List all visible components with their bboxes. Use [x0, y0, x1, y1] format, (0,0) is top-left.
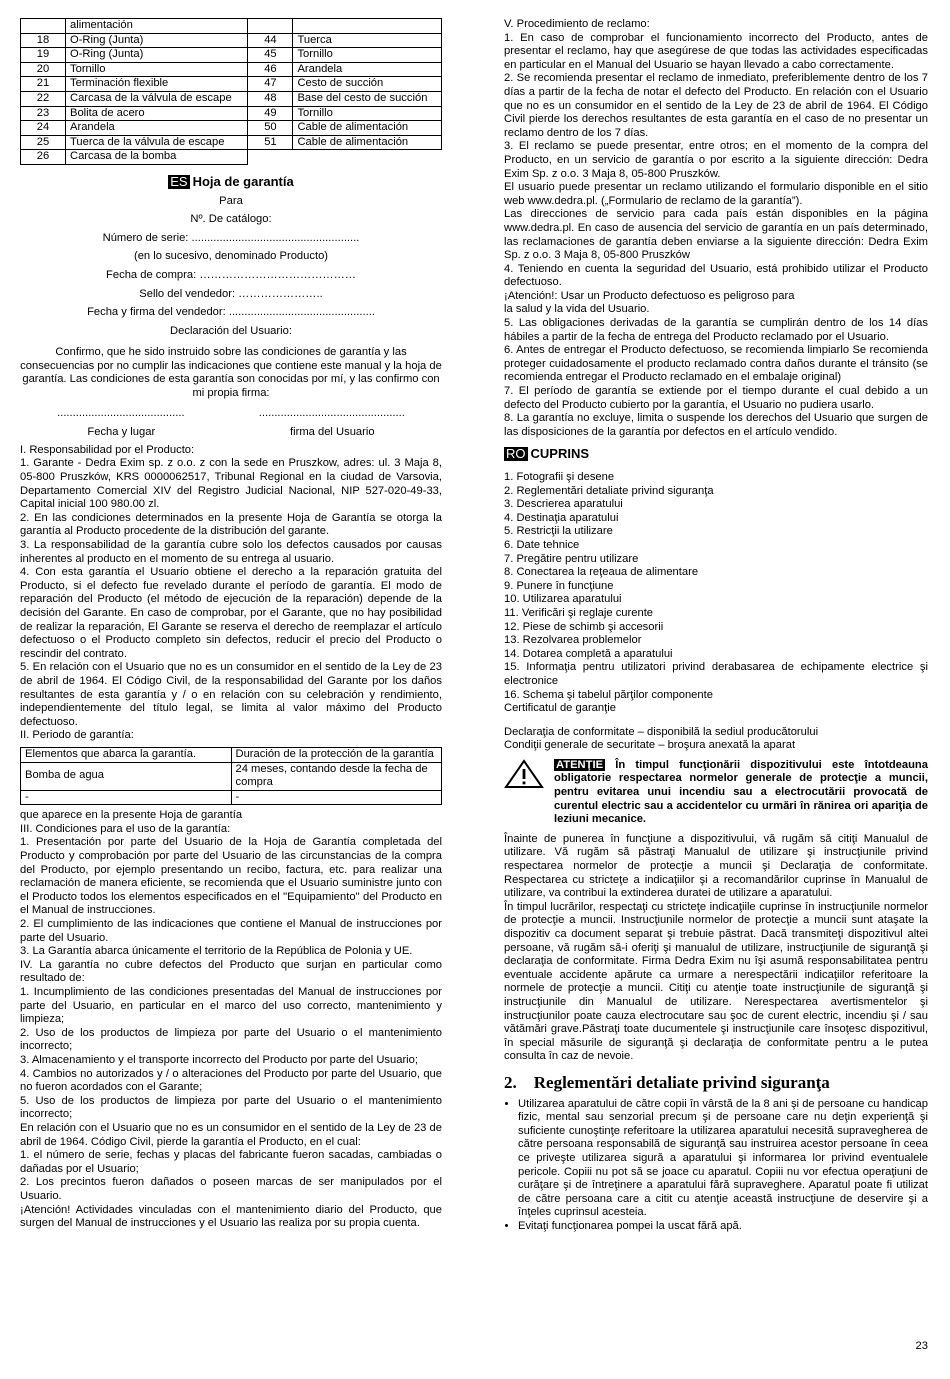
part-name: O-Ring (Junta)	[66, 33, 248, 48]
ro-contents-title: CUPRINS	[530, 446, 590, 462]
warranty-table-row	[21, 762, 442, 790]
part-name	[293, 19, 442, 34]
es-warranty-heading	[20, 175, 442, 189]
paragraph: 1. En caso de comprobar el funcionamiento incorrecto del Producto, antes de presentar el reclamo, hay que asegúrese de que todas las actividades especificadas en particular en el Manual del Usuario se hayan llevado a cabo correctamente.	[504, 31, 928, 71]
part-number: 22	[21, 91, 66, 106]
part-number: 20	[21, 62, 66, 77]
serial-number-field: Número de serie: ......................................................	[102, 231, 360, 244]
ro-declaration-conformity: Declaraţia de conformitate – disponibilă la sediul producătorului	[504, 725, 819, 738]
warranty-table-row	[21, 747, 442, 762]
parts-table-row	[21, 91, 442, 106]
parts-table-row	[21, 135, 442, 150]
es-warranty-title: Hoja de garantía	[192, 173, 294, 189]
ro-contents-heading	[504, 447, 928, 461]
paragraph: 2. El cumplimiento de las indicaciones que contiene el Manual de instrucciones por parte del Usuario.	[20, 918, 442, 944]
product-note: (en lo sucesivo, denominado Producto)	[133, 250, 329, 263]
paragraph: 2. Los precintos fueron dañados o poseen marcas de ser manipulados por el Usuario.	[20, 1176, 442, 1202]
es-warranty-paragraphs-a	[20, 444, 442, 743]
part-name: Bolita de acero	[66, 106, 248, 121]
paragraph: În timpul lucrărilor, respectaţi cu stricteţe indicaţiile cuprinse în instrucţiunile normelor de protecţie a muncii. Instrucţiunile normelor de protecţie a muncii sunt ataşate la dispozitiv ca document separat şi trebuie păstrat. Dacă transmiteţi dispozitivul altei persoane, vă rugăm să-i oferiţi şi manualul de utilizare, instrucţiunile de siguranţă şi declaraţia de conformitate. Firma Dedra Exim nu îşi asumă responsabilitatea pentru eventuale accidente apărute ca urmare a nerespectării indicaţiilor referitoare la normele de protecţie a muncii. Citiţi cu atenţie toate instrucţiunile de siguranţă şi instrucţiunile din Manualul de utilizare. Nerespectarea avertismentelor şi instrucţiunilor poate cauza electrocutare sau şoc de curent electric, incendiu şi / sau vătămări grave.Păstraţi toate ducumentele şi instrucţiunile care însoţesc dispozitivul, în special măsurile de siguranţă şi declaraţia de conformitate pentru a le putea consulta în caz de nevoie.	[504, 900, 928, 1063]
toc-item: 14. Dotarea completă a aparatului	[504, 647, 673, 660]
part-number	[248, 150, 293, 165]
parts-table-row	[21, 150, 442, 165]
toc-item: 11. Verificări şi reglaje curente	[504, 606, 654, 619]
paragraph: 1. Garante - Dedra Exim sp. z o.o. z con la sede en Pruszkow, adres: ul. 3 Maja 8, 05-800 Pruszków, KRS 0000062517, Tribunal Regional en la ciudad de Varsovia, Departamento Comercial XIV del Registro Judicial Nacional, NIP 527-020-49-33, Capital inicial 100 980.00 zl.	[20, 457, 442, 511]
part-name: Cable de alimentación	[293, 121, 442, 136]
part-number: 24	[21, 121, 66, 136]
paragraph: ¡Atención! Actividades vinculadas con el mantenimiento diario del Producto, que surgen del Manual de instrucciones y el Usuario las realiza por su propia cuenta.	[20, 1203, 442, 1230]
part-number	[248, 19, 293, 34]
toc-item: 4. Destinaţia aparatului	[504, 511, 619, 524]
paragraph: 5. En relación con el Usuario que no es un consumidor en el sentido de la Ley de 23 de abril de 1964. El Código Civil, de la responsabilidad del Garante por los daños resultantes de esta garantía y / o en relación con su celebración y rendimiento, independientemente del título legal, se limita al valor máximo del Producto defectuoso.	[20, 661, 442, 728]
catalog-number-label: Nº. De catálogo:	[190, 213, 272, 226]
ro-table-of-contents	[504, 471, 928, 716]
es-claim-procedure	[504, 18, 928, 439]
toc-item: 5. Restricţii la utilizare	[504, 525, 613, 538]
paragraph: I. Responsabilidad por el Producto:	[20, 443, 195, 456]
user-signature-label: firma del Usuario	[290, 426, 375, 439]
toc-item: 8. Conectarea la reţeaua de alimentare	[504, 566, 699, 579]
paragraph: 8. La garantía no excluye, limita o suspende los derechos del Usuario que surgen de las disposiciones de la garantía por defectos en el artículo vendido.	[504, 412, 928, 438]
paragraph: la salud y la vida del Usuario.	[504, 303, 650, 316]
paragraph: V. Procedimiento de reclamo:	[504, 18, 650, 30]
part-name: Terminación flexible	[66, 77, 248, 92]
part-number: 50	[248, 121, 293, 136]
parts-table-row	[21, 62, 442, 77]
warranty-table-row	[21, 790, 442, 805]
parts-table-row	[21, 106, 442, 121]
paragraph: III. Condiciones para el uso de la garantía:	[20, 822, 231, 835]
es-language-badge: ES	[170, 173, 188, 189]
part-name: Arandela	[293, 62, 442, 77]
part-number: 45	[248, 48, 293, 63]
ro-warning-block	[504, 759, 928, 827]
warning-triangle-icon	[504, 759, 548, 794]
part-name: Tuerca	[293, 33, 442, 48]
part-number: 19	[21, 48, 66, 63]
part-number: 44	[248, 33, 293, 48]
ro-language-badge: RO	[506, 446, 526, 462]
part-number	[21, 19, 66, 34]
ro-section-2-heading	[504, 1072, 928, 1092]
paragraph: 7. El período de garantía se extiende por el tiempo durante el cual debido a un defecto del Producto cubierto por la garantía, el Usuario no pudiera usarlo.	[504, 385, 928, 411]
warranty-table-cell: -	[21, 790, 232, 805]
part-name: Cesto de succión	[293, 77, 442, 92]
paragraph: 6. Antes de entregar el Producto defectuoso, se recomienda limpiarlo Se recomienda proteger cuidadosamente el producto reclamado contra daños durante el tránsito (se recomienda entregar el Producto reclamado en el embalaje original)	[504, 344, 928, 384]
page-number: 23	[915, 1340, 928, 1352]
part-name: Base del cesto de succión	[293, 91, 442, 106]
part-name: Tuerca de la válvula de escape	[66, 135, 248, 150]
part-name: Carcasa de la bomba	[66, 150, 248, 165]
paragraph: II. Periodo de garantía:	[20, 729, 134, 742]
toc-item: 13. Rezolvarea problemelor	[504, 634, 642, 647]
part-number: 49	[248, 106, 293, 121]
part-name: Tornillo	[293, 48, 442, 63]
paragraph: 5. Las obligaciones derivadas de la garantía se cumplirán dentro de los 14 días hábiles a partir de la fecha de entrega del Producto reclamado por el Usuario.	[504, 317, 928, 343]
warranty-table-cell: Bomba de agua	[21, 762, 232, 790]
purchase-date-field: Fecha de compra: ……………………………………	[106, 268, 356, 281]
section-title: Reglementări detaliate privind siguranţa	[533, 1072, 830, 1092]
paragraph: Înainte de punerea în funcţiune a dispozitivului, vă rugăm să citiţi Manualul de utilizare. Vă rugăm să păstraţi Manualul de utilizare şi instrucţiunile privind respectarea normelor de protecţie a muncii şi Declaraţia de conformitate. Respectarea cu stricteţe a indicaţiilor şi a recomandărilor cuprinse în Manualul de utilizare, va contribui la extinderea duratei de utilizare a aparatului.	[504, 832, 928, 900]
part-number: 47	[248, 77, 293, 92]
part-name: Arandela	[66, 121, 248, 136]
part-name: O-Ring (Junta)	[66, 48, 248, 63]
ro-general-safety: Condiţii generale de securitate – broşura anexată la aparat	[504, 739, 796, 752]
signature-dots-row	[20, 407, 442, 421]
part-number: 51	[248, 135, 293, 150]
warranty-table-cell: 24 meses, contando desde la fecha de compra	[231, 762, 442, 790]
paragraph: 3. La responsabilidad de la garantía cubre solo los defectos causados por causas inherentes al producto en el momento de su entrega al usuario.	[20, 539, 442, 565]
part-name	[293, 150, 442, 165]
toc-item: 10. Utilizarea aparatului	[504, 593, 622, 606]
warranty-table-cell: Elementos que abarca la garantía.	[21, 747, 232, 762]
paragraph: 5. Uso de los productos de limpieza por parte del Usuario o el mantenimiento incorrecto;	[20, 1094, 442, 1121]
toc-item: 6. Date tehnice	[504, 538, 580, 551]
parts-table-row	[21, 33, 442, 48]
ro-safety-bullets	[504, 1098, 928, 1234]
paragraph: 2. Uso de los productos de limpieza por parte del Usuario o el mantenimiento incorrecto;	[20, 1026, 442, 1053]
paragraph: El usuario puede presentar un reclamo utilizando el formulario disponible en el sitio web www.dedra.pl. („Formulario de reclamo de la garantía”).	[504, 181, 928, 207]
ro-intro-paragraphs	[504, 833, 928, 1064]
part-number: 18	[21, 33, 66, 48]
paragraph: 3. Almacenamiento y el transporte incorrecto del Producto por parte del Usuario;	[20, 1053, 418, 1066]
right-column	[504, 18, 928, 1233]
left-column	[20, 18, 442, 1231]
es-warranty-paragraphs-b	[20, 809, 442, 1230]
seller-stamp-field: Sello del vendedor: …………………..	[139, 287, 323, 300]
date-place-label: Fecha y lugar	[87, 426, 156, 439]
toc-item: 12. Piese de schimb şi accesorii	[504, 620, 664, 633]
paragraph: ¡Atención!: Usar un Producto defectuoso es peligroso para	[504, 289, 795, 302]
toc-item: Certificatul de garanţie	[504, 702, 616, 715]
part-name: Cable de alimentación	[293, 135, 442, 150]
paragraph: 1. el número de serie, fechas y placas del fabricante fueron sacadas, cambiadas o dañadas por el Usuario;	[20, 1149, 442, 1175]
part-number: 26	[21, 150, 66, 165]
section-number: 2.	[504, 1072, 517, 1092]
seller-signature-field: Fecha y firma del vendedor: ...............................................	[87, 306, 375, 319]
para-label: Para	[219, 194, 243, 207]
paragraph: 1. Incumplimiento de las condiciones presentadas del Manual de instrucciones por parte del Usuario, en particular en el marco del uso correcto, mantenimiento y limpieza;	[20, 986, 442, 1026]
date-place-dots: .........................................	[57, 406, 185, 419]
toc-item: 1. Fotografii şi desene	[504, 471, 615, 483]
paragraph: 2. En las condiciones determinados en la presente Hoja de Garantía se otorga la garantía al Producto procedente de la distribución del garante.	[20, 511, 442, 538]
part-number: 23	[21, 106, 66, 121]
parts-table-row	[21, 121, 442, 136]
part-number: 48	[248, 91, 293, 106]
toc-item: 2. Reglementări detaliate privind siguranţa	[504, 484, 714, 497]
paragraph: 4. Cambios no autorizados y / o alteraciones del Producto por parte del Usuario, que no fueron acordados con el Garante;	[20, 1067, 442, 1094]
warranty-table-cell: -	[231, 790, 442, 805]
bullet-item: • Evitaţi funcţionarea pompei la uscat fără apă.	[518, 1220, 928, 1234]
part-number: 21	[21, 77, 66, 92]
warranty-period-table	[20, 747, 442, 805]
toc-item: 9. Punere în funcţiune	[504, 579, 614, 592]
part-name: Carcasa de la válvula de escape	[66, 91, 248, 106]
toc-item: 16. Schema şi tabelul părţilor componente	[504, 688, 713, 701]
part-number: 25	[21, 135, 66, 150]
user-signature-dots: ...............................................	[258, 406, 405, 419]
paragraph: 3. El reclamo se puede presentar, entre otros; en el momento de la compra del Producto, en un servicio de garantía o por escrito a la siguiente dirección: Dedra Exim Sp. z o.o. 3 Maja 8, 05-800 Pruszków.	[504, 140, 928, 180]
part-name: Tornillo	[66, 62, 248, 77]
user-declaration-text: Confirmo, que he sido instruido sobre las condiciones de garantía y las consecuencias por no cumplir las indicaciones que contiene este manual y la hoja de garantía. Las condiciones de esta garantía son conocidas por mí, y las confirmo con mi propia firma:	[20, 346, 442, 400]
paragraph: 2. Se recomienda presentar el reclamo de inmediato, preferiblemente dentro de los 7 días a partir de la fecha de notar el defecto del Producto. En relación con el Usuario que no es un consumidor en el sentido de la Ley de 23 de abril de 1964. El Código Civil pierde los derechos resultantes de esta garantía en el caso de no presentar un reclamo dentro de los 7 días.	[504, 72, 928, 139]
parts-table-row	[21, 19, 442, 34]
paragraph: En relación con el Usuario que no es un consumidor en el sentido de la Ley de 23 de abril de 1964. Código Civil, pierde la garantía el Producto, en el cual:	[20, 1121, 442, 1148]
toc-item: 7. Pregătire pentru utilizare	[504, 552, 639, 565]
paragraph: 3. La Garantía abarca únicamente el territorio de la República de Polonia y UE.	[20, 945, 413, 958]
paragraph: 1. Presentación por parte del Usuario de la Hoja de Garantía completada del Producto y comprobación por parte del Usuario de las circunstancias de la compra del Producto, por ejemplo presentando un recibo, factura, etc. para realizar una reclamación de manera eficiente, se recomienda que el Usuario suministre junto con el Producto todos los elementos especificados en el "Equipamiento" del Producto en el Manual de instrucciones.	[20, 836, 442, 917]
warranty-table-cell: Duración de la protección de la garantía	[231, 747, 442, 762]
ro-warning-text: În timpul funcţionării dispozitivului este întotdeauna obligatorie respectarea normelor generale de protecţie a muncii, pentru evitarea unui incendiu sau a electrocutării provocată de curentul electric sau a accidentelor cu urmări în rănirea ori apariţia de leziuni mecanice.	[554, 758, 928, 826]
toc-item: 15. Informaţia pentru utilizatori privind derabasarea de echipamente electrice şi electronice	[504, 661, 928, 687]
signature-labels-row	[20, 426, 442, 440]
paragraph: Las direcciones de servicio para cada país están disponibles en la página www.dedra.pl. En caso de ausencia del servicio de garantía en un país determinado, las reclamaciones de garantía deben enviarse a la siguiente dirección: Dedra Exim Sp. z o.o. 3 Maja 8, 05-800 Pruszków	[504, 208, 928, 262]
part-number: 46	[248, 62, 293, 77]
paragraph: 4. Teniendo en cuenta la seguridad del Usuario, está prohibido utilizar el Producto defectuoso.	[504, 262, 928, 289]
paragraph: IV. La garantía no cubre defectos del Producto que surjan en particular como resultado de:	[20, 958, 442, 985]
paragraph: que aparece en la presente Hoja de garantía	[20, 809, 243, 822]
part-name: Tornillo	[293, 106, 442, 121]
paragraph: 4. Con esta garantía el Usuario obtiene el derecho a la reparación gratuita del Producto, si el defecto fue revelado durante el período de garantía. El modo de reparación del Producto (el método de ejecución de la reparación) depende de la decisión del Garante. En caso de comprobar, por el Garante, que no hay posibilidad de realizar la reparación, El Garante se reserva el derecho de reemplazar el artículo defectuoso o el Producto completo sin defectos, reducir el precio del Producto o rescindir del contrato.	[20, 566, 442, 660]
toc-item: 3. Descrierea aparatului	[504, 498, 623, 511]
part-name: alimentación	[66, 19, 248, 34]
parts-table	[20, 18, 442, 165]
atentie-label: ATENŢIE	[556, 758, 604, 771]
parts-table-row	[21, 77, 442, 92]
bullet-item: • Utilizarea aparatului de către copii în vârstă de la 8 ani şi de persoane cu handicap fizic, mental sau senzorial precum şi de persoane care nu deţin experienţă şi suficiente cunoştinţe referitoare la utilizarea aparatului necesită supravegherea de către persoana responsabilă de siguranţă sau instruirea acestor persoane în ceea ce priveşte utilizarea sigură a aparatului şi informarea lor privind eventualele pericole. Copiii nu pot să se joace cu aparatul. Copiii nu vor efectua operaţiuni de curăţare şi de întreţinere a aparatului fără supraveghere. Aparatul poate fi utilizat de către persoana care a citit cu atenţie această instrucţiune de deservire şi a înţeles cuprinsul acesteia.	[518, 1098, 928, 1220]
user-declaration-heading: Declaración del Usuario:	[170, 324, 292, 337]
parts-table-row	[21, 48, 442, 63]
